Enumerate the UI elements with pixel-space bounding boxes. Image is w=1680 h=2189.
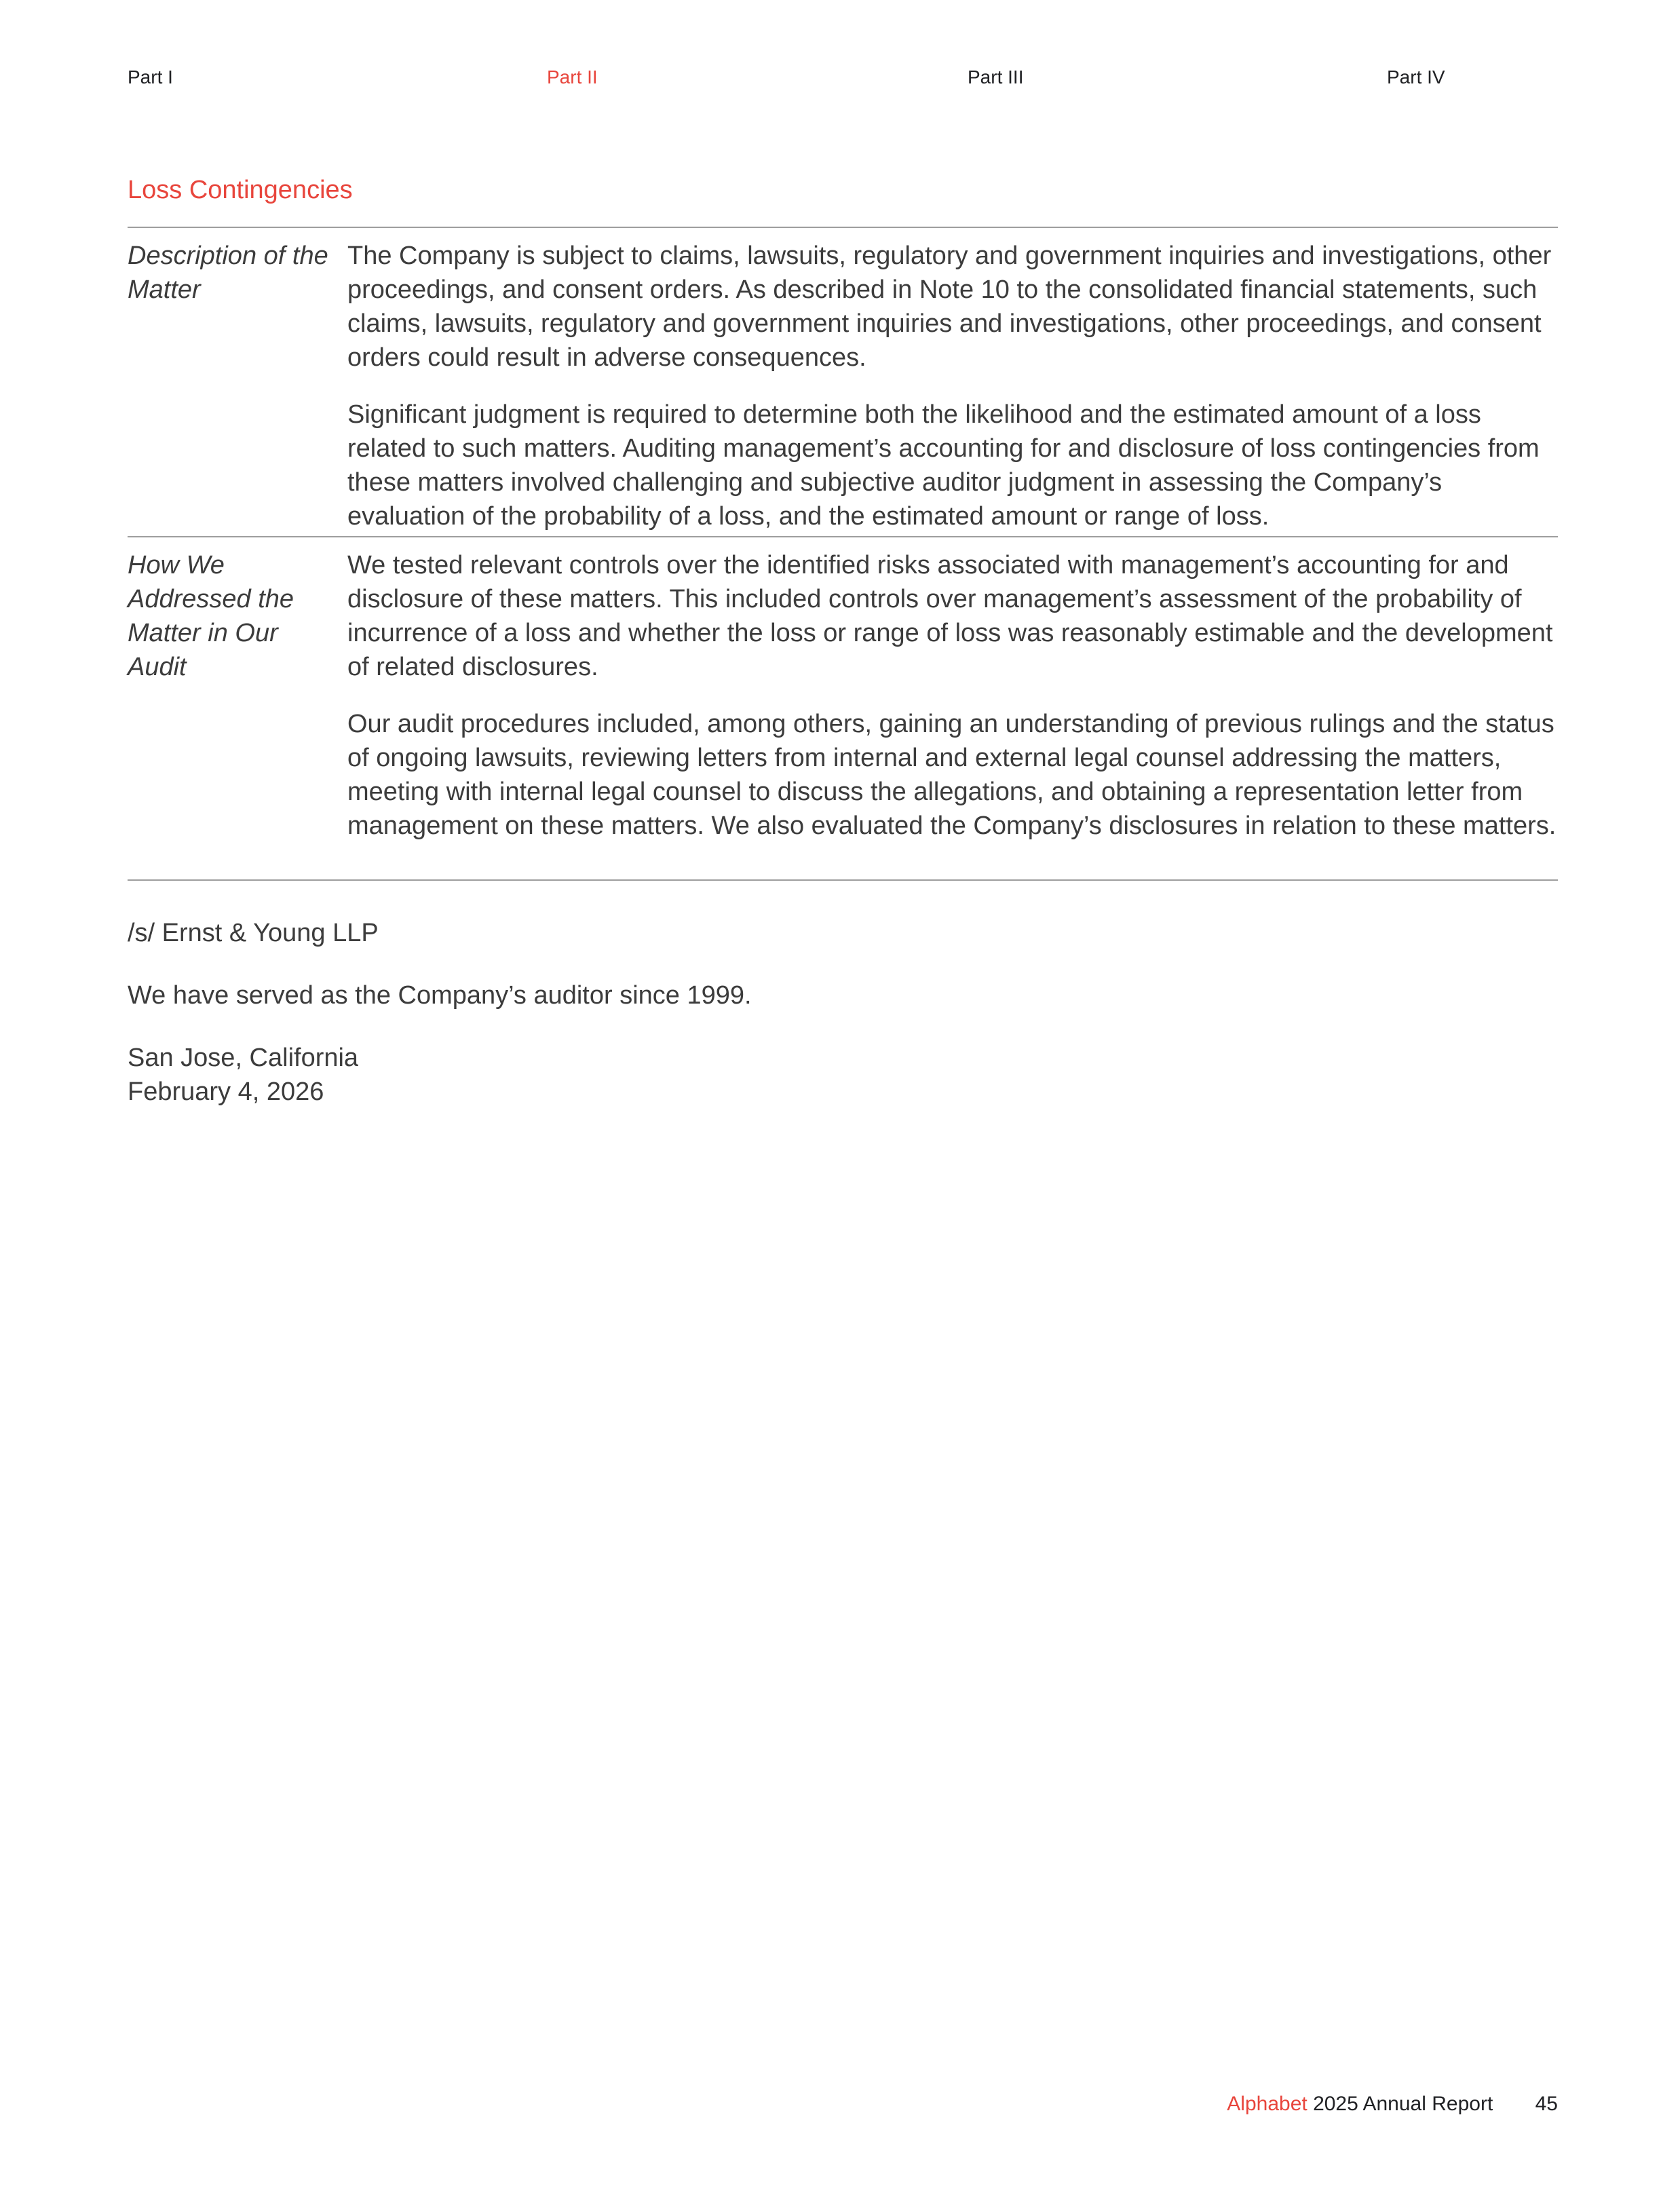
matter-label: Description of the Matter: [128, 242, 328, 304]
matter-paragraph: We tested relevant controls over the identified risks associated with management’s accounting for and disclosure of these matters. This included controls over management’s assessment of the probability of incurrence of a loss and whether the loss or range of loss was reasonably estimable and the development of related disclosures.: [347, 551, 1553, 681]
matter-body: [347, 548, 1558, 866]
page-footer: [1227, 2091, 1558, 2117]
matter-paragraph: The Company is subject to claims, lawsuits, regulatory and government inquiries and investigations, other proceedings, and consent orders. As described in Note 10 to the consolidated financial statements, such claims, lawsuits, regulatory and government inquiries and investigations, other proceedings, and consent orders could result in adverse consequences.: [347, 242, 1552, 372]
auditor-signature: /s/ Ernst & Young LLP: [128, 919, 379, 947]
nav-part-4-link[interactable]: Part IV: [1387, 66, 1445, 88]
part-navigation: [0, 65, 1680, 92]
nav-part-1-link[interactable]: Part I: [128, 66, 173, 88]
matter-row-description: [128, 227, 1558, 537]
matter-paragraph: Our audit procedures included, among others, gaining an understanding of previous rulings and the status of ongoing lawsuits, reviewing letters from internal and external legal counsel addressing the matters, meeting with internal legal counsel to discuss the allegations, and obtaining a representation letter from management on these matters. We also evaluated the Company’s disclosures in relation to these matters.: [347, 710, 1557, 840]
footer-report-title: 2025 Annual Report: [1313, 2093, 1493, 2115]
page-number: 45: [1535, 2093, 1558, 2115]
matter-paragraph: Significant judgment is required to determine both the likelihood and the estimated amount of a loss related to such matters. Auditing management’s accounting for and disclosure of loss contingencies from these matters involved challenging and subjective auditor judgment in assessing the Company’s evaluation of the probability of a loss, and the estimated amount or range of loss.: [347, 400, 1540, 531]
nav-part-3-link[interactable]: Part III: [968, 66, 1024, 88]
signature-location: San Jose, California: [128, 1044, 359, 1072]
section-title: Loss Contingencies: [128, 176, 353, 204]
nav-part-2-link[interactable]: Part II: [547, 66, 598, 88]
matter-body: [347, 239, 1558, 556]
auditor-tenure-statement: We have served as the Company’s auditor since 1999.: [128, 981, 752, 1010]
matter-row-audit-response: [128, 536, 1558, 881]
footer-brand: Alphabet: [1227, 2093, 1307, 2115]
matter-label: How We Addressed the Matter in Our Audit: [128, 551, 294, 681]
signature-date: February 4, 2026: [128, 1078, 324, 1106]
